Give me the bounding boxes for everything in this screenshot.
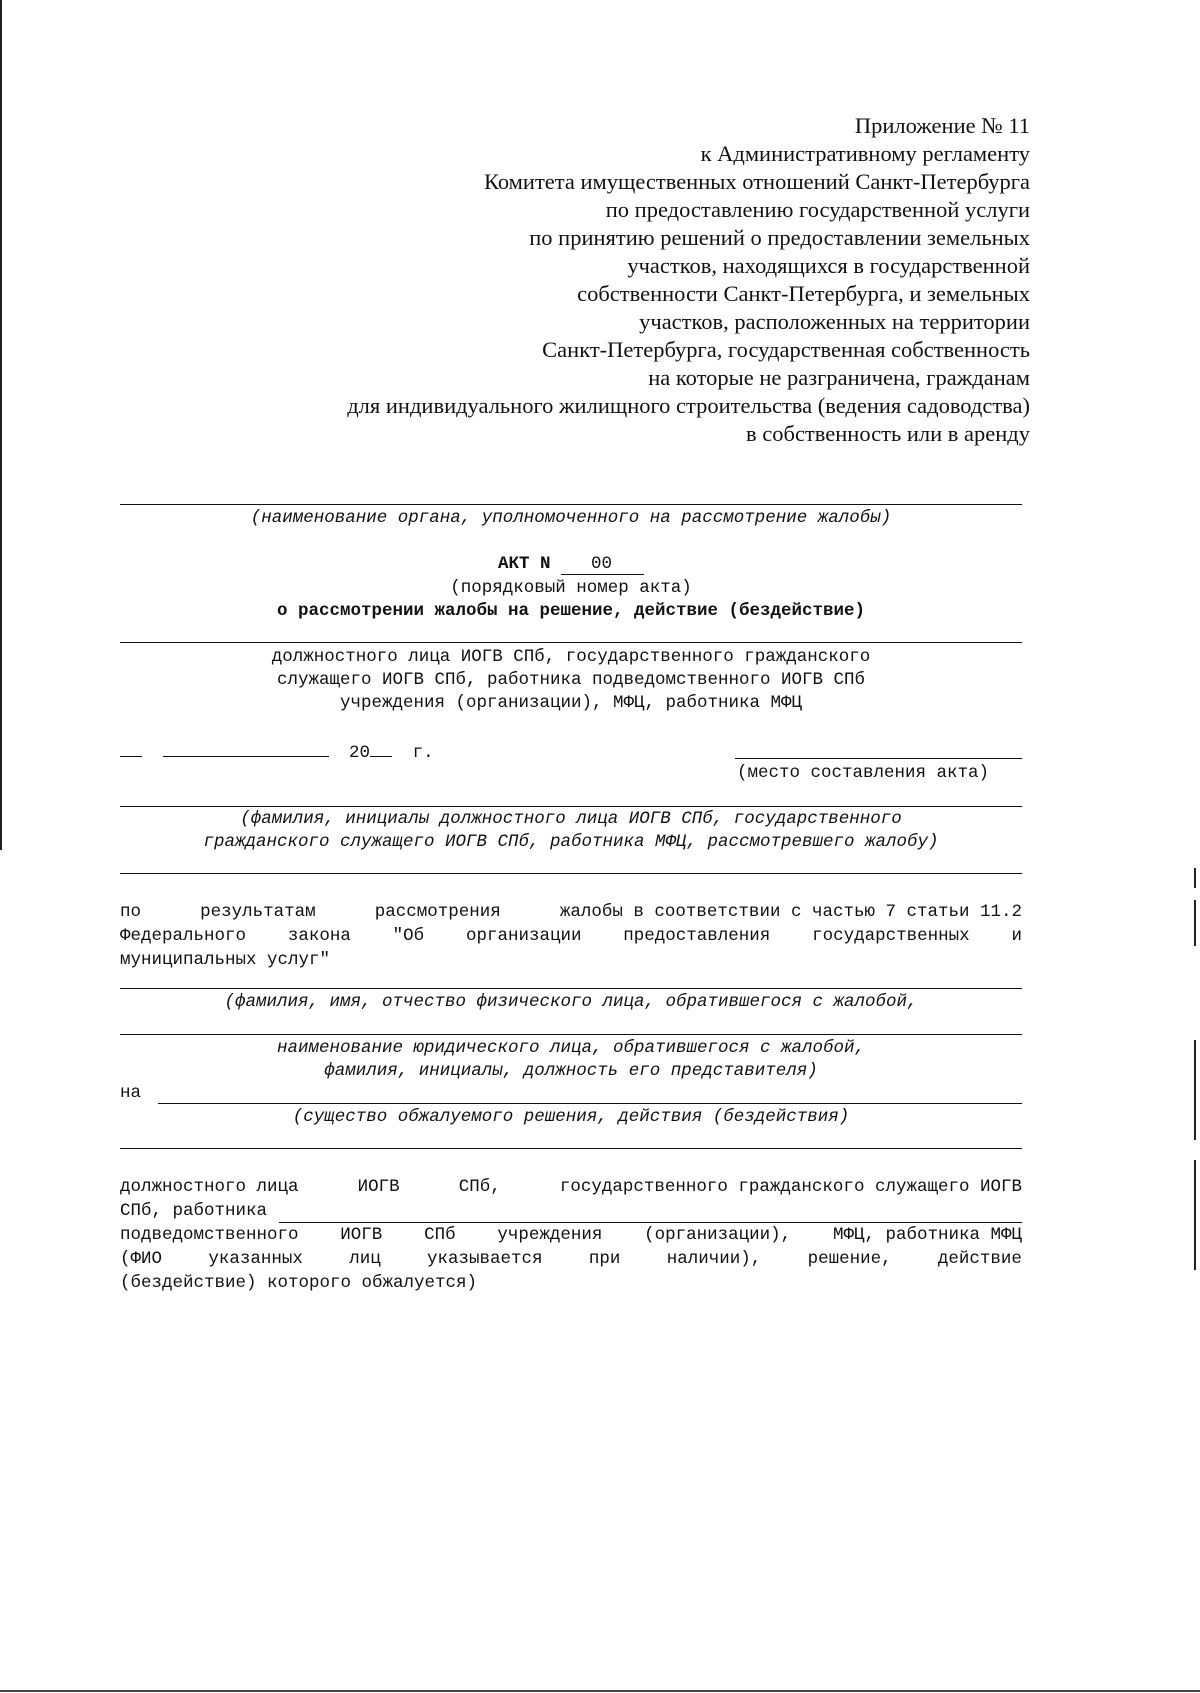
result-row-3: муниципальных услуг" <box>120 950 331 970</box>
scan-mark <box>1194 868 1196 888</box>
legal-caption-2: фамилия, инициалы, должность его представителя) <box>324 1061 818 1081</box>
reviewer-caption-2: гражданского служащего ИОГВ СПб, работника МФЦ, рассмотревшего жалобу) <box>203 832 939 852</box>
final-row-3: подведомственного ИОГВ СПб учреждения (организации), МФЦ, работника МФЦ <box>120 1225 1022 1245</box>
date-day-blank <box>120 738 142 757</box>
reviewer-caption-1: (фамилия, инициалы должностного лица ИОГВ СПб, государственного <box>240 809 902 829</box>
reviewer-line <box>120 806 1022 807</box>
header-line: участков, расположенных на территории <box>639 309 1030 334</box>
applicant-line <box>120 988 1022 989</box>
date-year-blank <box>370 738 392 757</box>
organ-name-line <box>120 504 1022 505</box>
result-row-2: Федерального закона "Об организации предоставления государственных и <box>120 926 1022 946</box>
header-line: на которые не разграничена, гражданам <box>648 365 1030 390</box>
employee-blank <box>279 1204 1022 1223</box>
legal-entity-line <box>120 1034 1022 1035</box>
place-caption: (место составления акта) <box>737 763 990 783</box>
appendix-header <box>347 112 1030 448</box>
reviewer-extra-line <box>120 873 1022 874</box>
subject-caption: (существо обжалуемого решения, действия (бездействия) <box>292 1107 850 1127</box>
scan-bottom-edge <box>0 1690 1200 1692</box>
final-row-5: (бездействие) которого обжалуется) <box>120 1273 478 1293</box>
on-label: на <box>120 1083 142 1103</box>
act-label: АКТ N <box>497 554 551 574</box>
result-row-1: по результатам рассмотрения жалобы в соответствии с частью 7 статьи 11.2 <box>120 902 1022 922</box>
act-title <box>120 553 1022 576</box>
result-paragraph <box>120 900 1022 972</box>
header-line: собственности Санкт-Петербурга, и земельных <box>577 281 1030 306</box>
legal-caption-1: наименование юридического лица, обратившегося с жалобой, <box>276 1038 866 1058</box>
header-line: по предоставлению государственной услуги <box>605 197 1030 222</box>
subject-extra-line <box>120 1148 1022 1149</box>
header-line: по принятию решений о предоставлении земельных <box>529 225 1030 250</box>
official-text-2: служащего ИОГВ СПб, работника подведомственного ИОГВ СПб <box>276 670 866 690</box>
header-line: к Административному регламенту <box>700 141 1030 166</box>
act-subject: о рассмотрении жалобы на решение, действие (бездействие) <box>276 601 866 621</box>
place-line <box>735 758 1022 759</box>
applicant-caption: (фамилия, имя, отчество физического лица, обратившегося с жалобой, <box>224 992 918 1012</box>
scan-mark <box>1194 1160 1196 1270</box>
final-row-1: должностного лица ИОГВ СПб, государственного гражданского служащего ИОГВ <box>120 1177 1022 1197</box>
organ-caption: (наименование органа, уполномоченного на рассмотрение жалобы) <box>250 508 892 528</box>
final-row-2: СПб, работника <box>120 1199 1022 1223</box>
date-month-blank <box>163 738 329 757</box>
final-row-4: (ФИО указанных лиц указывается при наличии), решение, действие <box>120 1249 1022 1269</box>
date-field <box>120 738 434 765</box>
official-text-3: учреждения (организации), МФЦ, работника МФЦ <box>339 693 803 713</box>
header-line: участков, находящихся в государственной <box>627 253 1030 278</box>
act-number: 00 <box>561 554 644 575</box>
official-text-1: должностного лица ИОГВ СПб, государственного гражданского <box>271 647 871 667</box>
header-line: Санкт-Петербурга, государственная собственность <box>542 337 1030 362</box>
scan-mark <box>1194 900 1196 946</box>
header-line: в собственность или в аренду <box>746 421 1030 446</box>
scan-left-edge <box>0 0 2 850</box>
date-suffix: г. <box>412 743 434 763</box>
date-year: 20 <box>349 743 371 763</box>
header-line: для индивидуального жилищного строительства (ведения садоводства) <box>347 393 1030 418</box>
act-number-caption: (порядковый номер акта) <box>450 578 692 598</box>
header-line: Приложение № 11 <box>854 113 1030 138</box>
official-line <box>120 642 1022 643</box>
subject-line <box>158 1103 1022 1104</box>
final-paragraph <box>120 1175 1022 1295</box>
scan-mark <box>1194 1040 1196 1140</box>
header-line: Комитета имущественных отношений Санкт-Петербурга <box>483 169 1030 194</box>
